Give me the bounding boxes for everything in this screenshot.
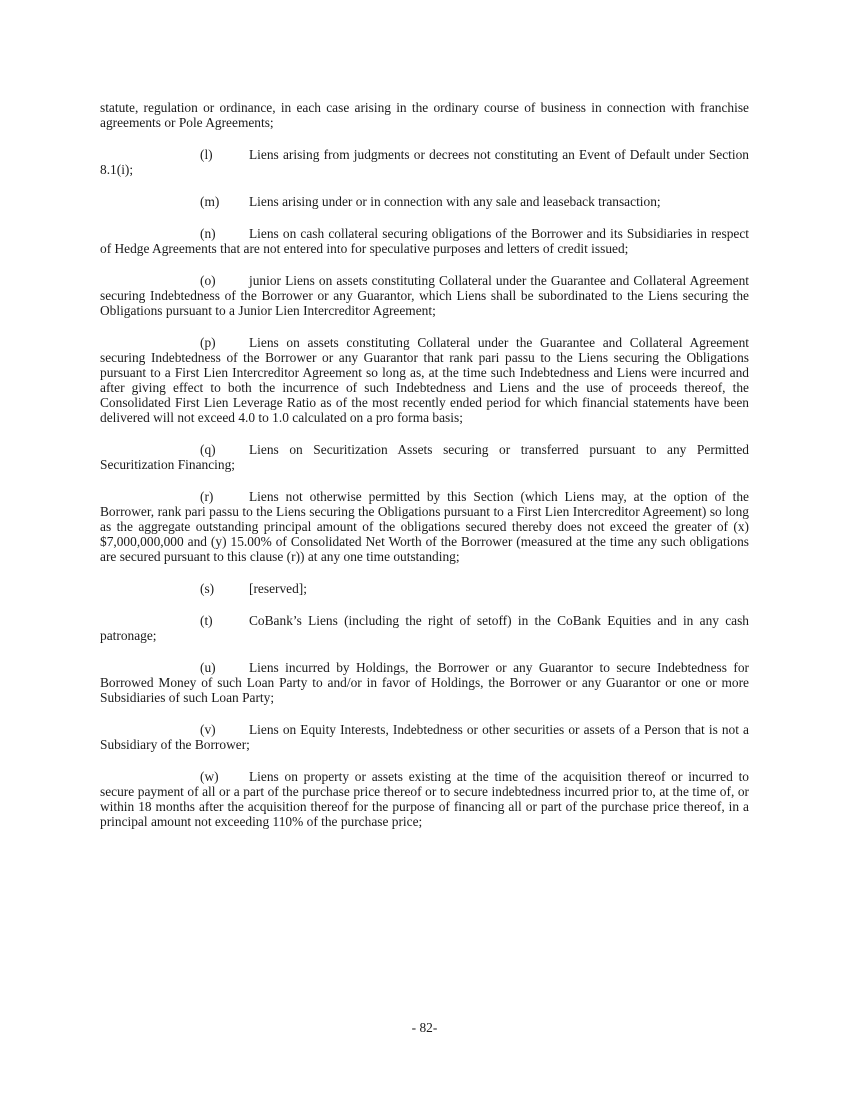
clause-text: Liens not otherwise permitted by this Section (which Liens may, at the option of the Borrower, rank pari passu to the Liens securing the Obligations pursuant to a First Lien Intercreditor Agreement) so long as the aggregate outstanding principal amount of the obligations secured thereby does not exceed the greater of (x) $7,000,000,000 and (y) 15.00% of Consolidated Net Worth of the Borrower (measured at the time any such obligations are secured pursuant to this clause (r)) at any one time outstanding; <box>100 489 749 564</box>
clause-text: Liens on property or assets existing at the time of the acquisition thereof or incurred to secure payment of all or a part of the purchase price thereof or to secure indebtedness incurred prior to, at the time of, or within 18 months after the acquisition thereof for the purpose of financing all or part of the purchase price thereof, in a principal amount not exceeding 110% of the purchase price; <box>100 769 749 829</box>
clause-label: (u) <box>200 660 216 675</box>
clause-text: [reserved]; <box>249 581 307 596</box>
clause-v <box>100 722 749 752</box>
clause-text: Liens arising from judgments or decrees not constituting an Event of Default under Section 8.1(i); <box>100 147 749 177</box>
clause-u <box>100 660 749 705</box>
clause-m <box>100 194 749 209</box>
clause-text: Liens on Equity Interests, Indebtedness or other securities or assets of a Person that is not a Subsidiary of the Borrower; <box>100 722 749 752</box>
clause-text: Liens on cash collateral securing obligations of the Borrower and its Subsidiaries in respect of Hedge Agreements that are not entered into for speculative purposes and letters of credit issued; <box>100 226 749 256</box>
clause-l <box>100 147 749 177</box>
clause-text: Liens incurred by Holdings, the Borrower or any Guarantor to secure Indebtedness for Borrowed Money of such Loan Party to and/or in favor of Holdings, the Borrower or any Guarantor or one or more Subsidiaries of such Loan Party; <box>100 660 749 705</box>
clause-text: Liens arising under or in connection with any sale and leaseback transaction; <box>249 194 661 209</box>
clause-text: Liens on assets constituting Collateral under the Guarantee and Collateral Agreement securing Indebtedness of the Borrower or any Guarantor that rank pari passu to the Liens securing the Obligations pursuant to a First Lien Intercreditor Agreement so long as, at the time such Indebtedness and Liens were incurred and after giving effect to both the incurrence of such Indebtedness and Liens and the use of proceeds thereof, the Consolidated First Lien Leverage Ratio as of the most recently ended period for which financial statements have been delivered will not exceed 4.0 to 1.0 calculated on a pro forma basis; <box>100 335 749 425</box>
clause-q <box>100 442 749 472</box>
clause-text: CoBank’s Liens (including the right of setoff) in the CoBank Equities and in any cash patronage; <box>100 613 749 643</box>
intro-paragraph: statute, regulation or ordinance, in each case arising in the ordinary course of business in connection with franchise agreements or Pole Agreements; <box>100 100 749 130</box>
clause-o <box>100 273 749 318</box>
clause-label: (q) <box>200 442 216 457</box>
clause-r <box>100 489 749 564</box>
clause-label: (m) <box>200 194 220 209</box>
clause-label: (l) <box>200 147 213 162</box>
page-number: - 82- <box>411 1020 438 1035</box>
clause-label: (t) <box>200 613 213 628</box>
clause-label: (p) <box>200 335 216 350</box>
clause-text: junior Liens on assets constituting Collateral under the Guarantee and Collateral Agreement securing Indebtedness of the Borrower or any Guarantor, which Liens shall be subordinated to the Liens securing the Obligations pursuant to a Junior Lien Intercreditor Agreement; <box>100 273 749 318</box>
clause-s <box>100 581 749 596</box>
clause-label: (n) <box>200 226 216 241</box>
clause-label: (w) <box>200 769 219 784</box>
clause-w <box>100 769 749 829</box>
clause-label: (v) <box>200 722 216 737</box>
clause-label: (o) <box>200 273 216 288</box>
clause-label: (s) <box>200 581 215 596</box>
clause-n <box>100 226 749 256</box>
clause-p <box>100 335 749 425</box>
clause-t <box>100 613 749 643</box>
document-body <box>100 100 749 846</box>
clause-text: Liens on Securitization Assets securing or transferred pursuant to any Permitted Securitization Financing; <box>100 442 749 472</box>
clause-label: (r) <box>200 489 214 504</box>
